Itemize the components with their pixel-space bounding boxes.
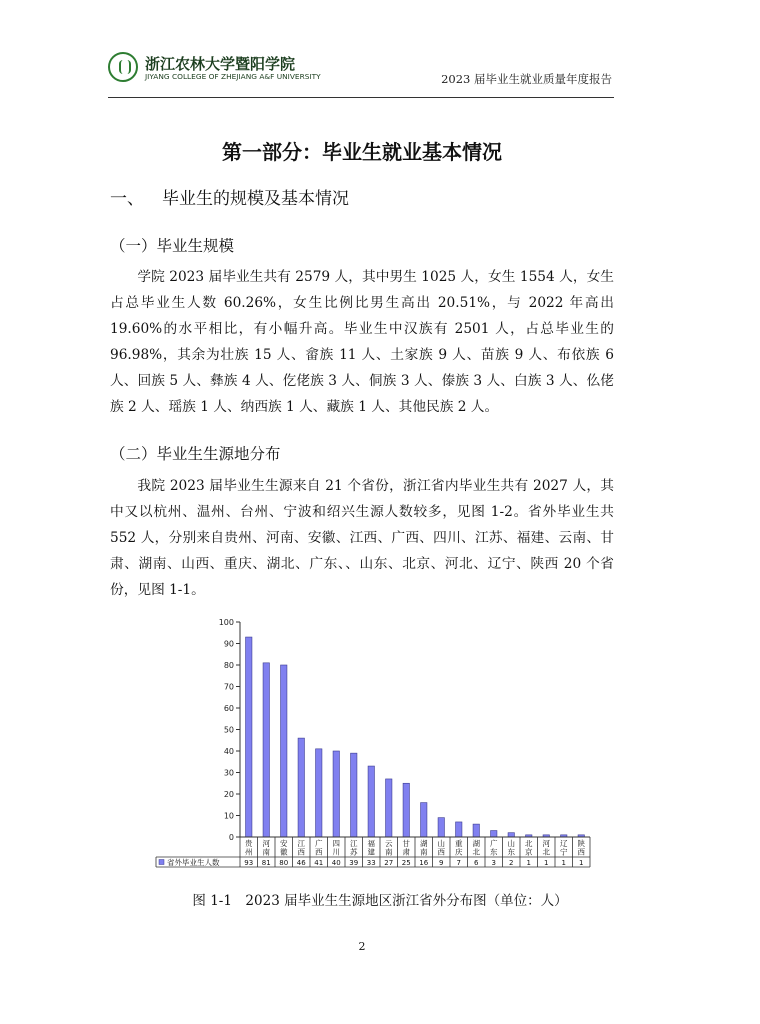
subsection-heading-scale: （一）毕业生规模 (110, 237, 235, 255)
category-label-广西: 西 (315, 847, 323, 857)
category-label-广东: 东 (490, 847, 498, 857)
data-label-陕西: 1 (579, 859, 584, 867)
category-label-云南: 云 (385, 839, 393, 848)
category-label-陕西: 陕 (577, 839, 585, 848)
category-label-山西: 西 (437, 847, 445, 857)
category-label-河北: 河 (542, 839, 550, 848)
part-title: 第一部分：毕业生就业基本情况 (222, 140, 502, 164)
paragraph-graduate-scale: 学院 2023 届毕业生共有 2579 人，其中男生 1025 人，女生 1554 人，女生占总毕业生人数 60.26%，女生比例比男生高出 20.51%，与 2022 年高出 19.60%的水平相比，有小幅升高。毕业生中汉族有 2501 人，占总毕业生的 96.98%，其余为壮族 15 人、畲族 11 人、土家族 9 人、苗族 9 人、布依族 6 人、回族 5 人、彝族 4 人、仡佬族 3 人、侗族 3 人、傣族 3 人、白族 3 人、仫佬族 2 人、瑶族 1 人、纳西族 1 人、藏族 1 人、其他民族 2 人。 (110, 269, 614, 415)
logo-english-name: JIYANG COLLEGE OF ZHEJIANG A&F UNIVERSITY (145, 72, 321, 81)
category-label-贵州: 州 (245, 847, 253, 857)
data-label-山东: 2 (509, 859, 514, 867)
y-tick-label: 90 (223, 639, 234, 649)
category-label-江西: 江 (297, 839, 305, 848)
section-heading (110, 184, 349, 209)
category-label-甘肃: 甘 (402, 839, 410, 848)
legend-swatch (159, 860, 164, 865)
y-tick-label: 100 (218, 618, 234, 627)
category-label-江西: 西 (297, 847, 305, 857)
category-label-陕西: 西 (577, 847, 585, 857)
category-label-湖北: 湖 (472, 839, 480, 848)
category-label-河南: 南 (262, 847, 270, 857)
header-divider (108, 97, 614, 98)
y-tick-label: 20 (223, 790, 234, 799)
category-label-四川: 四 (332, 839, 340, 848)
origin-bar-chart (167, 612, 600, 880)
bar-福建 (368, 766, 374, 837)
category-label-江苏: 江 (350, 839, 358, 848)
page-number: 2 (358, 940, 366, 953)
y-tick-label: 10 (223, 811, 234, 821)
data-label-贵州: 93 (244, 859, 254, 867)
category-label-河南: 河 (262, 839, 270, 848)
category-label-重庆: 重 (455, 839, 463, 848)
data-label-江西: 46 (296, 859, 306, 867)
category-label-福建: 建 (367, 847, 375, 857)
data-label-云南: 27 (384, 859, 394, 867)
data-label-安徽: 80 (279, 859, 289, 867)
y-tick-label: 50 (223, 725, 234, 735)
data-label-湖南: 16 (419, 859, 429, 867)
logo-name: 浙江农林大学暨阳学院 (145, 55, 296, 73)
category-label-甘肃: 肃 (402, 847, 410, 857)
category-label-湖北: 北 (472, 847, 480, 857)
y-tick-label: 30 (223, 768, 234, 778)
bar-四川 (333, 751, 339, 837)
category-label-江苏: 苏 (350, 847, 358, 857)
data-label-广东: 3 (491, 859, 496, 867)
bar-广东 (491, 831, 497, 837)
category-label-河北: 北 (542, 847, 550, 857)
y-tick-label: 70 (223, 682, 234, 692)
category-label-山东: 东 (507, 847, 515, 857)
data-label-四川: 40 (331, 859, 341, 867)
category-label-安徽: 徽 (280, 847, 288, 857)
category-label-辽宁: 宁 (560, 847, 568, 857)
y-tick-label: 40 (223, 747, 234, 756)
category-label-北京: 北 (525, 839, 533, 848)
figure-caption: 图 1-1 2023 届毕业生生源地区浙江省外分布图（单位：人） (192, 893, 568, 909)
data-label-甘肃: 25 (401, 859, 411, 867)
category-label-福建: 福 (367, 839, 375, 848)
bar-广西 (316, 749, 322, 837)
legend-label: 省外毕业生人数 (167, 858, 220, 867)
bar-山西 (438, 818, 444, 837)
category-label-重庆: 庆 (455, 847, 463, 857)
bar-江苏 (351, 753, 357, 837)
bar-甘肃 (403, 783, 409, 837)
category-label-云南: 南 (385, 847, 393, 857)
bar-贵州 (246, 637, 252, 837)
category-label-山西: 山 (437, 839, 445, 848)
y-tick-label: 60 (223, 704, 234, 713)
y-tick-label: 0 (228, 833, 234, 842)
category-label-贵州: 贵 (245, 839, 253, 848)
data-label-广西: 41 (314, 859, 324, 867)
y-tick-label: 80 (223, 661, 234, 670)
category-label-山东: 山 (507, 839, 515, 848)
category-label-湖南: 湖 (420, 839, 428, 848)
bar-河南 (263, 663, 269, 837)
category-label-湖南: 南 (420, 847, 428, 857)
data-label-辽宁: 1 (561, 859, 566, 867)
bar-云南 (386, 779, 392, 837)
data-label-重庆: 7 (456, 859, 461, 867)
section-title: 毕业生的规模及基本情况 (162, 189, 349, 209)
data-label-北京: 1 (526, 859, 531, 867)
category-label-广西: 广 (315, 839, 323, 848)
bar-湖南 (421, 803, 427, 837)
bar-安徽 (281, 665, 287, 837)
category-label-广东: 广 (490, 839, 498, 848)
data-label-河北: 1 (544, 859, 549, 867)
data-label-河南: 81 (261, 859, 271, 867)
category-label-安徽: 安 (280, 839, 288, 848)
subsection-heading-origin: （二）毕业生生源地分布 (110, 445, 281, 463)
section-number: 一、 (110, 189, 144, 209)
data-label-福建: 33 (366, 859, 376, 867)
data-label-山西: 9 (439, 859, 444, 867)
paragraph-graduate-origin: 我院 2023 届毕业生生源来自 21 个省份，浙江省内毕业生共有 2027 人，其中又以杭州、温州、台州、宁波和绍兴生源人数较多，见图 1-2。省外毕业生共 552 人，分别来自贵州、河南、安徽、江西、广西、四川、江苏、福建、云南、甘肃、湖南、山西、重庆、湖北、广东、、山东、北京、河北、辽宁、陕西 20 个省份，见图 1-1。 (110, 478, 614, 598)
bar-江西 (298, 738, 304, 837)
data-label-湖北: 6 (474, 859, 479, 867)
college-logo (108, 52, 321, 86)
report-title: 2023 届毕业生就业质量年度报告 (441, 72, 612, 86)
category-label-四川: 川 (332, 847, 340, 857)
data-label-江苏: 39 (349, 859, 359, 867)
college-emblem-icon (108, 52, 138, 82)
bar-湖北 (473, 824, 479, 837)
category-label-辽宁: 辽 (560, 839, 568, 848)
bar-山东 (508, 833, 514, 837)
bar-重庆 (456, 822, 462, 837)
category-label-北京: 京 (525, 847, 533, 857)
